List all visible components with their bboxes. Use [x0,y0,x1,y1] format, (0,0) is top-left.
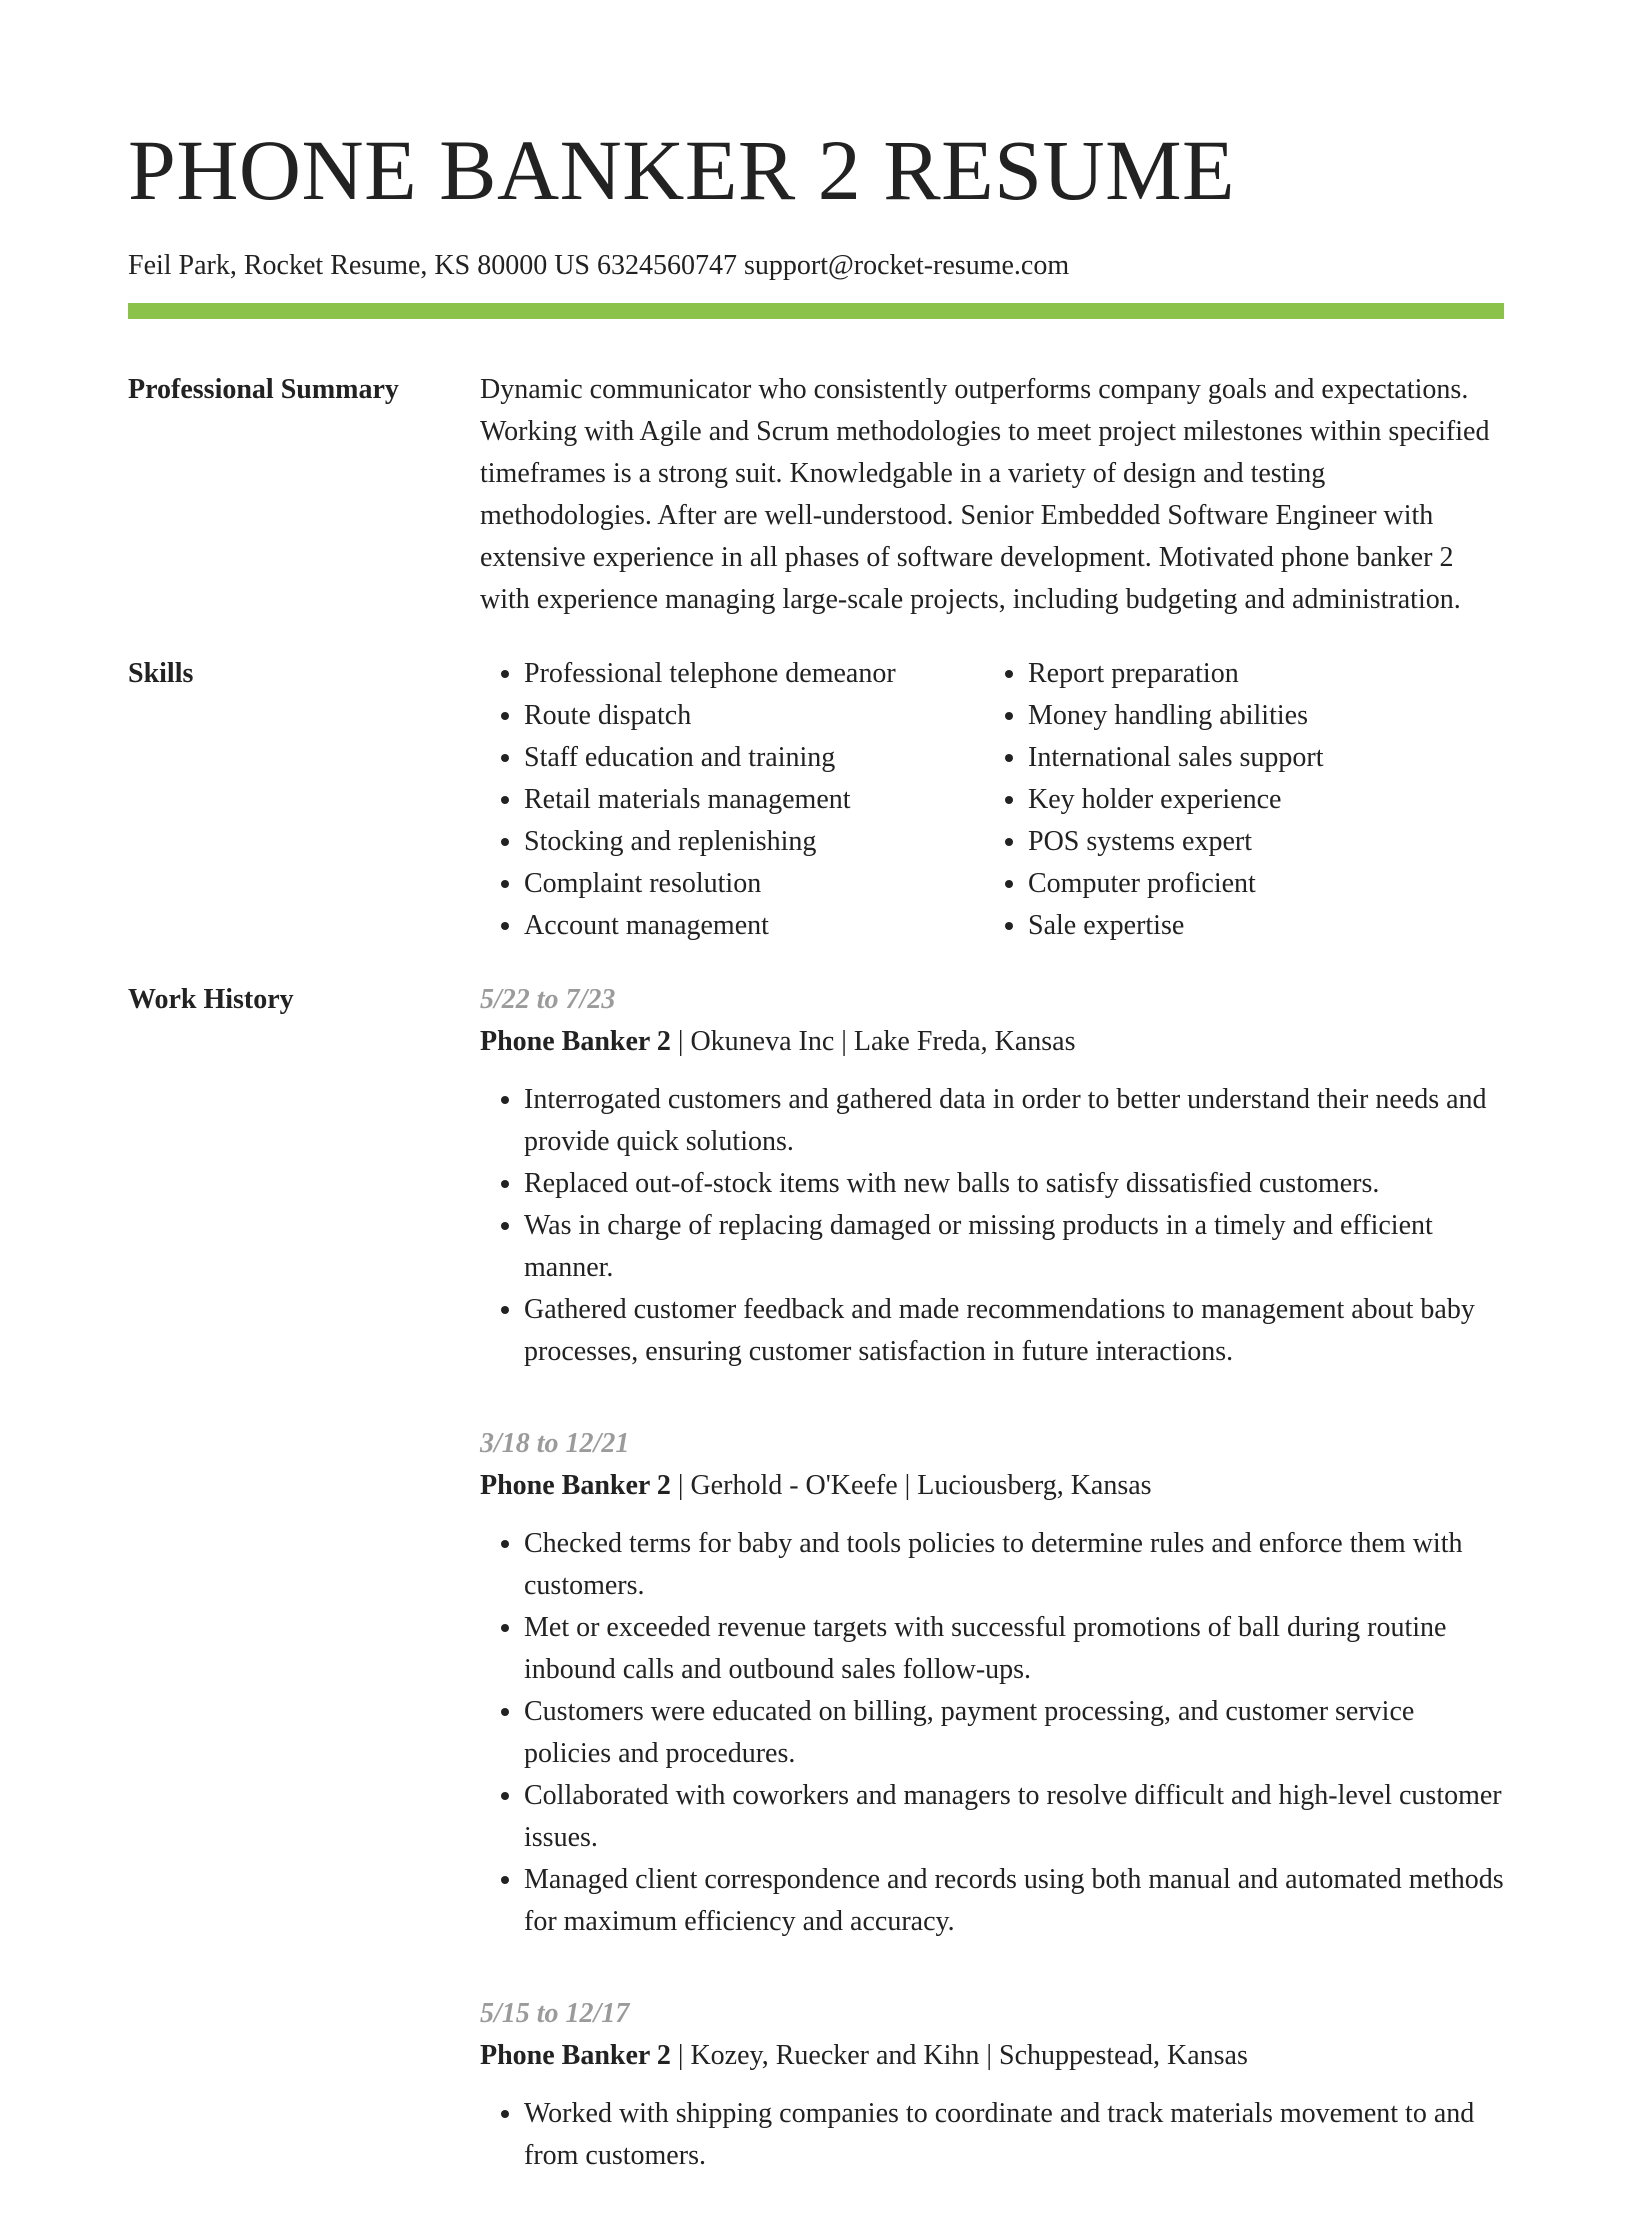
job-bullet: • Checked terms for baby and tools policies to determine rules and enforce them with customers. [524,1523,1504,1607]
section-label-summary: Professional Summary [128,374,399,405]
skill-item: • Sale expertise [1028,905,1323,947]
job-title: Phone Banker 2 [480,1026,671,1057]
skills-section [128,653,1504,947]
skill-item: • Account management [524,905,984,947]
skill-item: • Route dispatch [524,695,984,737]
skills-list-right [984,653,1323,947]
job-bullet: • Interrogated customers and gathered data in order to better understand their needs and provide quick solutions. [524,1079,1504,1163]
job-bullet: • Worked with shipping companies to coordinate and track materials movement to and from customers. [524,2093,1504,2177]
skill-item: • Retail materials management [524,779,984,821]
section-label-skills: Skills [128,658,194,689]
job-entry [480,1993,1504,2177]
job-bullet: • Managed client correspondence and records using both manual and automated methods for maximum efficiency and accuracy. [524,1859,1504,1943]
job-details: | Gerhold - O'Keefe | Luciousberg, Kansas [670,1470,1152,1501]
professional-summary-section [128,369,1504,621]
job-title: Phone Banker 2 [480,1470,671,1501]
skill-item: • POS systems expert [1028,821,1323,863]
skill-item: • Complaint resolution [524,863,984,905]
job-bullets [480,1523,1504,1943]
job-bullet: • Met or exceeded revenue targets with successful promotions of ball during routine inbound calls and outbound sales follow-ups. [524,1607,1504,1691]
skills-list-left [480,653,984,947]
contact-line: Feil Park, Rocket Resume, KS 80000 US 6324560747 support@rocket-resume.com [128,250,1070,281]
job-title-line [480,1465,1504,1507]
summary-text: Dynamic communicator who consistently outperforms company goals and expectations. Working with Agile and Scrum methodologies to meet project milestones within specified timeframes is a strong suit. Knowledgable in a variety of design and testing methodologies. After are well-understood. Senior Embedded Software Engineer with extensive experience in all phases of software development. Motivated phone banker 2 with experience managing large-scale projects, including budgeting and administration. [480,374,1490,615]
job-title: Phone Banker 2 [480,2040,671,2071]
job-bullets [480,2093,1504,2177]
section-label-work: Work History [128,984,294,1015]
job-bullet: • Was in charge of replacing damaged or missing products in a timely and efficient manner. [524,1205,1504,1289]
job-title-line [480,2035,1504,2077]
job-dates: 5/15 to 12/17 [480,1998,630,2029]
accent-rule [128,303,1504,319]
job-entry [480,1423,1504,1943]
skill-item: • Professional telephone demeanor [524,653,984,695]
skill-item: • Staff education and training [524,737,984,779]
job-entry [480,979,1504,1373]
skill-item: • International sales support [1028,737,1323,779]
skill-item: • Key holder experience [1028,779,1323,821]
job-details: | Okuneva Inc | Lake Freda, Kansas [670,1026,1076,1057]
job-bullet: • Gathered customer feedback and made recommendations to management about baby processes, ensuring customer satisfaction in future interactions. [524,1289,1504,1373]
job-bullet: • Replaced out-of-stock items with new balls to satisfy dissatisfied customers. [524,1163,1504,1205]
job-bullet: • Customers were educated on billing, payment processing, and customer service policies and procedures. [524,1691,1504,1775]
job-dates: 3/18 to 12/21 [480,1428,630,1459]
job-details: | Kozey, Ruecker and Kihn | Schuppestead, Kansas [670,2040,1248,2071]
job-bullet: • Collaborated with coworkers and managers to resolve difficult and high-level customer issues. [524,1775,1504,1859]
job-bullets [480,1079,1504,1373]
skill-item: • Stocking and replenishing [524,821,984,863]
skill-item: • Report preparation [1028,653,1323,695]
skill-item: • Money handling abilities [1028,695,1323,737]
job-title-line [480,1021,1504,1063]
work-history-section [128,979,1504,2227]
resume-page [128,0,1504,2227]
job-dates: 5/22 to 7/23 [480,984,616,1015]
skill-item: • Computer proficient [1028,863,1323,905]
resume-title: PHONE BANKER 2 RESUME [128,122,1236,218]
